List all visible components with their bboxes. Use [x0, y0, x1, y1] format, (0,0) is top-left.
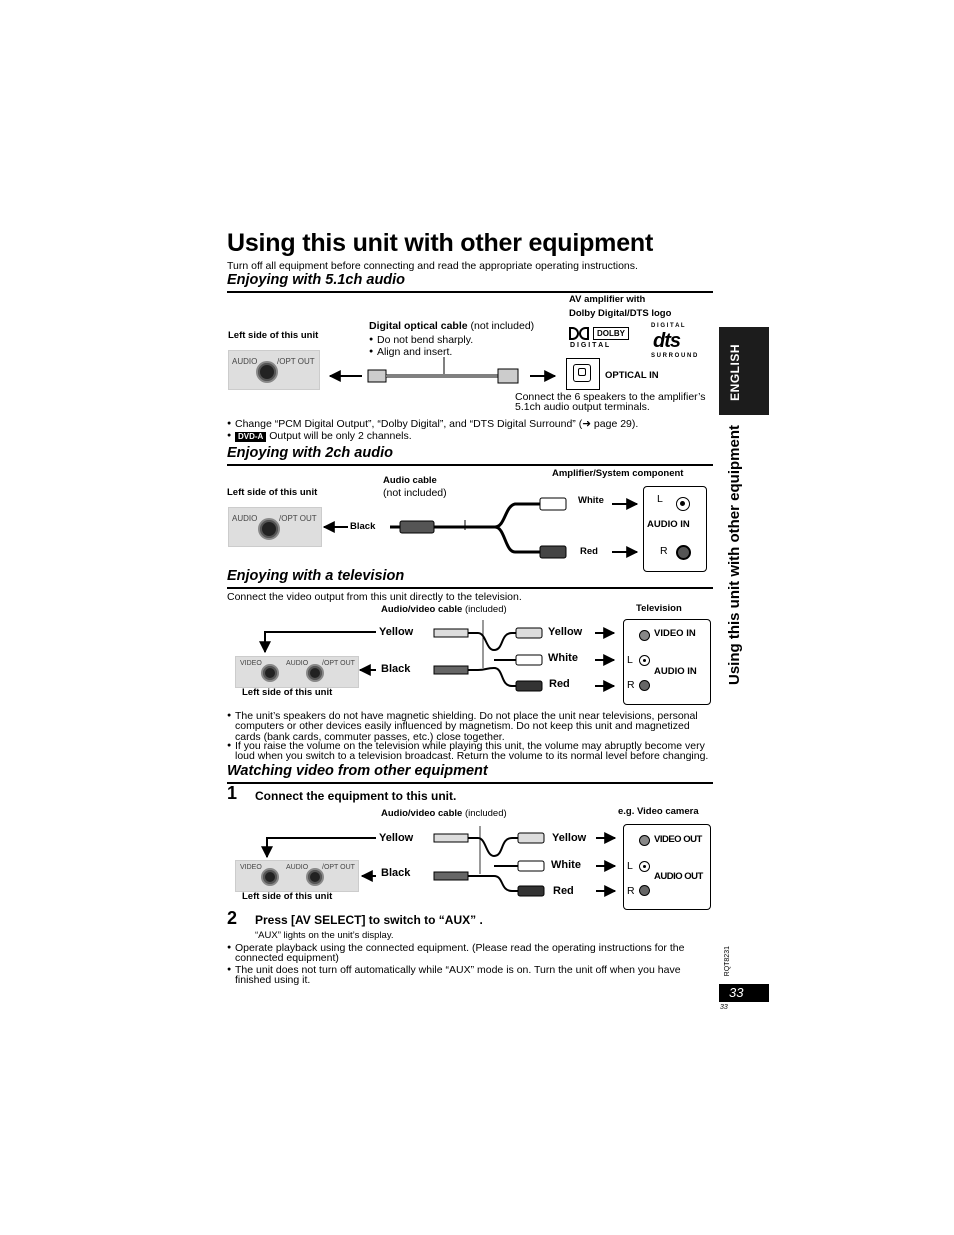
- dolby-logo-icon: DOLBY D I G I T A L: [569, 327, 635, 351]
- plug-red-label: Red: [553, 885, 574, 897]
- television-label: Television: [636, 603, 682, 614]
- audio-in-terminal: L AUDIO IN R: [643, 486, 707, 572]
- connect-speakers-note: Connect the 6 speakers to the amplifier’s 5.1ch audio output terminals.: [515, 391, 706, 413]
- video-camera-terminal: VIDEO OUT L AUDIO OUT R: [623, 824, 711, 910]
- tv-intro: Connect the video output from this unit directly to the television.: [227, 591, 522, 603]
- amp-system-label: Amplifier/System component: [552, 468, 684, 479]
- page-number: 33: [719, 984, 769, 1002]
- plug-black-label: Black: [381, 867, 411, 879]
- aux-power-note: ● The unit does not turn off automatically while “AUX” mode is on. Turn the unit off when you have finished using it.: [227, 965, 681, 986]
- model-code: RQT8231: [724, 946, 731, 977]
- section-heading-television: Enjoying with a television: [227, 568, 405, 584]
- video-camera-label: e.g. Video camera: [618, 806, 699, 817]
- plug-black-label: Black: [350, 521, 376, 532]
- step-1-number: 1: [227, 783, 238, 803]
- av-cable-label: Audio/video cable (included): [381, 808, 507, 819]
- plug-yellow-left-label: Yellow: [379, 626, 414, 638]
- panel-audio-label: AUDIO: [232, 357, 258, 366]
- step-1-text: Connect the equipment to this unit.: [255, 789, 457, 803]
- av-cable-label: Audio/video cable (included): [381, 604, 507, 615]
- language-label: ENGLISH: [728, 344, 742, 401]
- plug-yellow-left-label: Yellow: [379, 832, 414, 844]
- tv-terminal: VIDEO IN L AUDIO IN R: [623, 619, 711, 705]
- optical-cable-label: Digital optical cable (not included): [369, 320, 535, 332]
- dts-logo-icon: D I G I T A L dts S U R R O U N D: [651, 323, 698, 359]
- av-cable-tv-icon: [265, 620, 614, 691]
- section-heading-2ch: Enjoying with 2ch audio: [227, 445, 393, 461]
- plug-white-label: White: [551, 859, 581, 871]
- amp-label: AV amplifier with Dolby Digital/DTS logo: [569, 294, 672, 319]
- sidebar-section-title: Using this unit with other equipment: [726, 425, 743, 685]
- optical-in-label: OPTICAL IN: [605, 370, 659, 381]
- section-heading-other-equipment: Watching video from other equipment: [227, 763, 488, 779]
- audio-cable-label: Audio cable (not included): [383, 475, 447, 499]
- page-number-small: 33: [720, 1004, 728, 1011]
- unit-side-panel-av: VIDEO AUDIO /OPT OUT: [235, 860, 359, 892]
- playback-note: ● Operate playback using the connected equipment. (Please read the operating instructions for the connected equipment): [227, 943, 684, 964]
- dvda-badge: DVD-A: [235, 432, 266, 442]
- plug-black-label: Black: [381, 663, 411, 675]
- note-dvda: ● DVD-A Output will be only 2 channels.: [227, 431, 412, 442]
- unit-side-panel-av: VIDEO AUDIO /OPT OUT: [235, 656, 359, 688]
- note-change-output: ● Change “PCM Digital Output”, “Dolby Digital”, and “DTS Digital Surround” (➜ page 29).: [227, 419, 638, 429]
- page-intro: Turn off all equipment before connecting and read the appropriate operating instructions.: [227, 260, 638, 272]
- plug-red-label: Red: [580, 546, 598, 557]
- plug-yellow-right-label: Yellow: [552, 832, 587, 844]
- plug-yellow-right-label: Yellow: [548, 626, 583, 638]
- left-side-label: Left side of this unit: [228, 330, 319, 341]
- step-2-subtext: “AUX” lights on the unit’s display.: [255, 930, 394, 941]
- audio-cable-icon: [324, 498, 637, 558]
- left-side-label: Left side of this unit: [242, 687, 333, 698]
- plug-red-label: Red: [549, 678, 570, 690]
- unit-side-panel: AUDIO /OPT OUT: [228, 507, 322, 547]
- step-2-text: Press [AV SELECT] to switch to “AUX” .: [255, 913, 483, 927]
- left-side-label: Left side of this unit: [242, 891, 333, 902]
- panel-opt-label: /OPT OUT: [277, 357, 315, 366]
- cable-bullet: ● Do not bend sharply.: [369, 335, 473, 345]
- step-2-number: 2: [227, 908, 238, 928]
- plug-white-label: White: [548, 652, 578, 664]
- page-title: Using this unit with other equipment: [227, 229, 654, 257]
- section-heading-51ch: Enjoying with 5.1ch audio: [227, 272, 406, 288]
- left-side-label: Left side of this unit: [227, 487, 318, 498]
- cable-bullet: ● Align and insert.: [369, 347, 452, 357]
- volume-warning: ● If you raise the volume on the television while playing this unit, the volume may abruptly become very loud when you switch to a television broadcast. Return the volume to its normal level before changing.: [227, 741, 708, 762]
- av-cable-camera-icon: [267, 826, 615, 896]
- plug-white-label: White: [578, 495, 604, 506]
- magnetism-warning: ● The unit’s speakers do not have magnetic shielding. Do not place the unit near televisions, personal computers or other devices easily influenced by magnetism. Do not keep this unit and magnetized cards (bank cards, commuter passes, etc.) close together.: [227, 711, 698, 742]
- optical-cable-icon: [330, 357, 555, 383]
